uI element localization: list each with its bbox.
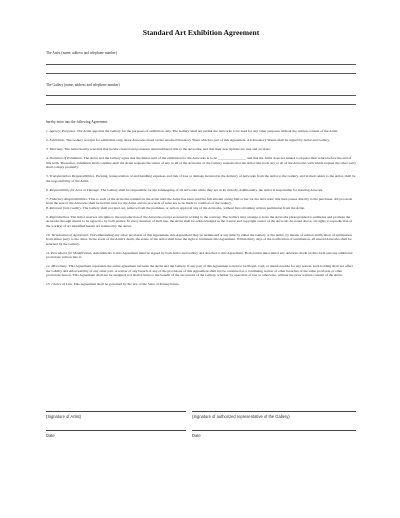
date-row bbox=[46, 430, 356, 438]
artist-signature-line[interactable] bbox=[46, 411, 186, 412]
gallery-signature-label: (Signature of authorized representative of the Gallery) bbox=[192, 413, 290, 419]
clause-body: The Gallery shall be responsible for the safekeeping of all Artworks while they are in its custody. Additionally, the Artist is responsible for insuring Artwork. bbox=[99, 187, 324, 192]
clause-heading: 10. Termination of Agreement. bbox=[46, 232, 90, 237]
artist-signature-label: (Signature of Artist) bbox=[46, 413, 82, 419]
clause-heading: 4. Duration of Exhibition. bbox=[46, 156, 83, 161]
clause-heading: 3. Warranty. bbox=[46, 147, 64, 152]
gallery-date-line[interactable] bbox=[192, 430, 356, 431]
document-title: Standard Art Exhibition Agreement bbox=[142, 28, 260, 37]
artist-date-label: Date bbox=[46, 432, 55, 438]
clause-heading: 11. Procedures for Modification. bbox=[46, 250, 93, 255]
clause bbox=[46, 215, 356, 228]
artist-party-label: The Artist (name, address and telephone number) bbox=[46, 51, 117, 55]
artist-signature-block bbox=[46, 411, 186, 419]
clauses-list bbox=[46, 129, 356, 286]
clause-body: This Agreement shall be governed by the law of the State of Pennsylvania. bbox=[72, 282, 180, 287]
clause bbox=[46, 264, 356, 277]
clause-heading: 6. Responsibility for Loss or Damage. bbox=[46, 187, 100, 192]
artist-party-block bbox=[46, 51, 356, 74]
clause-body: The Artist reserves all rights to the reproduction of the Artworks except as noted in writing to the contrary. The Gallery may arrange to have the Artworks photographed to publicize and promote the Artworks through means to be agreed to by both parties. In every instance of such use, the Artist shall be acknowledged as the creator and copyright owner of the Artwork. As noted above, all rights to reproduction of the work(s) of art identified herein are retained by the Artist. bbox=[46, 214, 353, 228]
clause bbox=[46, 147, 356, 151]
clause-heading: 13. Choice of Law. bbox=[46, 282, 73, 287]
clause-body: The Artist appoints the Gallery for the purposes of exhibition only. The Gallery shall not permit the Artworks to be used for any other purposes without the written consent of the Artist. bbox=[76, 129, 339, 134]
gallery-line-2[interactable] bbox=[46, 104, 356, 105]
artist-line-1[interactable] bbox=[46, 64, 356, 65]
clause-body: Amendments to this Agreement must be signed by both Artist and Gallery and attached to this Agreement. Both parties must initial any deletions made on this form and any additional provisions written into it. bbox=[46, 250, 353, 260]
clause-heading: 9. Reproduction. bbox=[46, 214, 70, 219]
gallery-date-label: Date bbox=[192, 432, 201, 438]
clause-body: This Agreement represents the entire agreement between the Artist and the Gallery. If any part of this Agreement is held to be illegal, void, or unenforceable for any reason, such holding shall not affect the validity and enforceability of any other part. A waiver of any breach of any of the provisions of this Agreement shall not be construed as a continuing waiver of other breaches of the same provision or other provisions hereof. This Agreement shall not be assigned, nor shall it inure to the benefit of the successors of the Gallery, whether by operation of law or otherwise, without the prior written consent of the Artist. bbox=[46, 264, 354, 277]
gallery-line-1[interactable] bbox=[46, 95, 356, 96]
clause-body: The Artist and the Gallery agree that the initial term of the exhibition for the Artworks is to be ________________ and that the Artist does not intend to request their return before the end of this term. Thereafter, exhibition shall continue until the Artist requests the return of any or all of the Artworks or the Gallery requests that the Artist take back any or all of the Artworks with which request the other party shall comply promptly. bbox=[46, 156, 356, 170]
clause-body: The Gallery shall not lend out, remove from the premises, or sell on approval any of the Artworks, without first obtaining written permission from the Artist. bbox=[81, 205, 305, 210]
clause-heading: 7. Fiduciary Responsibilities. bbox=[46, 196, 88, 201]
clause-body: Title to each of the Artworks remains in the Artist until the Artist has been paid the full amount owing him or her for the Artworks; title then passes directly to the purchaser. All proceeds from the sale of the Artworks shall be held in trust for the Artist and no proceeds of sales are to be made to creditors of the Gallery. bbox=[46, 196, 352, 206]
clause-heading: 1. Agency; Purposes. bbox=[46, 129, 77, 134]
clause-body: The Gallery receipts for exhibition only, those Artworks listed on the attached Inventory Sheet which is part of this Agreement. All Inventory Sheets shall be signed by Artist and Gallery. bbox=[65, 138, 330, 143]
clause-body: Packing, transportation of and handling expenses and risk of loss or damage incurred in the delivery of Artworks from the Artist to the Gallery, and in their return to the Artist, shall be the responsibility of the Artist. bbox=[46, 174, 356, 183]
gallery-party-block bbox=[46, 83, 356, 106]
clause bbox=[46, 129, 356, 133]
clause-body: Notwithstanding any other provision of this Agreement, this Agreement may be terminated at any time by either the Gallery or the Artist, by means of written notification of termination from either party to the other. In the event of the Artist's death, the estate of the Artist shall have the right to terminate this Agreement. Within thirty days of the notification of termination, all unsold Artworks shall be returned by the Gallery. bbox=[46, 232, 353, 246]
clause-heading: 8. Removal from Gallery. bbox=[46, 205, 82, 210]
artist-line-2[interactable] bbox=[46, 73, 356, 74]
clause-heading: 2. Exhibition. bbox=[46, 138, 66, 143]
clause bbox=[46, 233, 356, 246]
signature-row bbox=[46, 411, 356, 419]
clause bbox=[46, 188, 356, 192]
artist-date-block bbox=[46, 430, 186, 438]
gallery-party-label: The Gallery (name, address and telephone number) bbox=[46, 82, 120, 87]
clause bbox=[46, 138, 356, 142]
intro-text: hereby enter into the following Agreement: bbox=[46, 120, 109, 124]
gallery-signature-line[interactable] bbox=[192, 411, 356, 412]
clause bbox=[46, 282, 356, 286]
artist-date-line[interactable] bbox=[46, 430, 186, 431]
clause-body: The Artist hereby warrants that he/she created and possesses unencumbered title to the Artworks, and that their descriptions are true and accurate. bbox=[63, 147, 271, 152]
clause bbox=[46, 197, 356, 210]
clause bbox=[46, 156, 356, 169]
gallery-signature-block bbox=[192, 411, 356, 419]
gallery-date-block bbox=[192, 430, 356, 438]
clause bbox=[46, 251, 356, 260]
clause-heading: 12. Miscellany. bbox=[46, 264, 68, 269]
clause-heading: 5. Transportation Responsibilities. bbox=[46, 174, 96, 179]
clause bbox=[46, 174, 356, 183]
